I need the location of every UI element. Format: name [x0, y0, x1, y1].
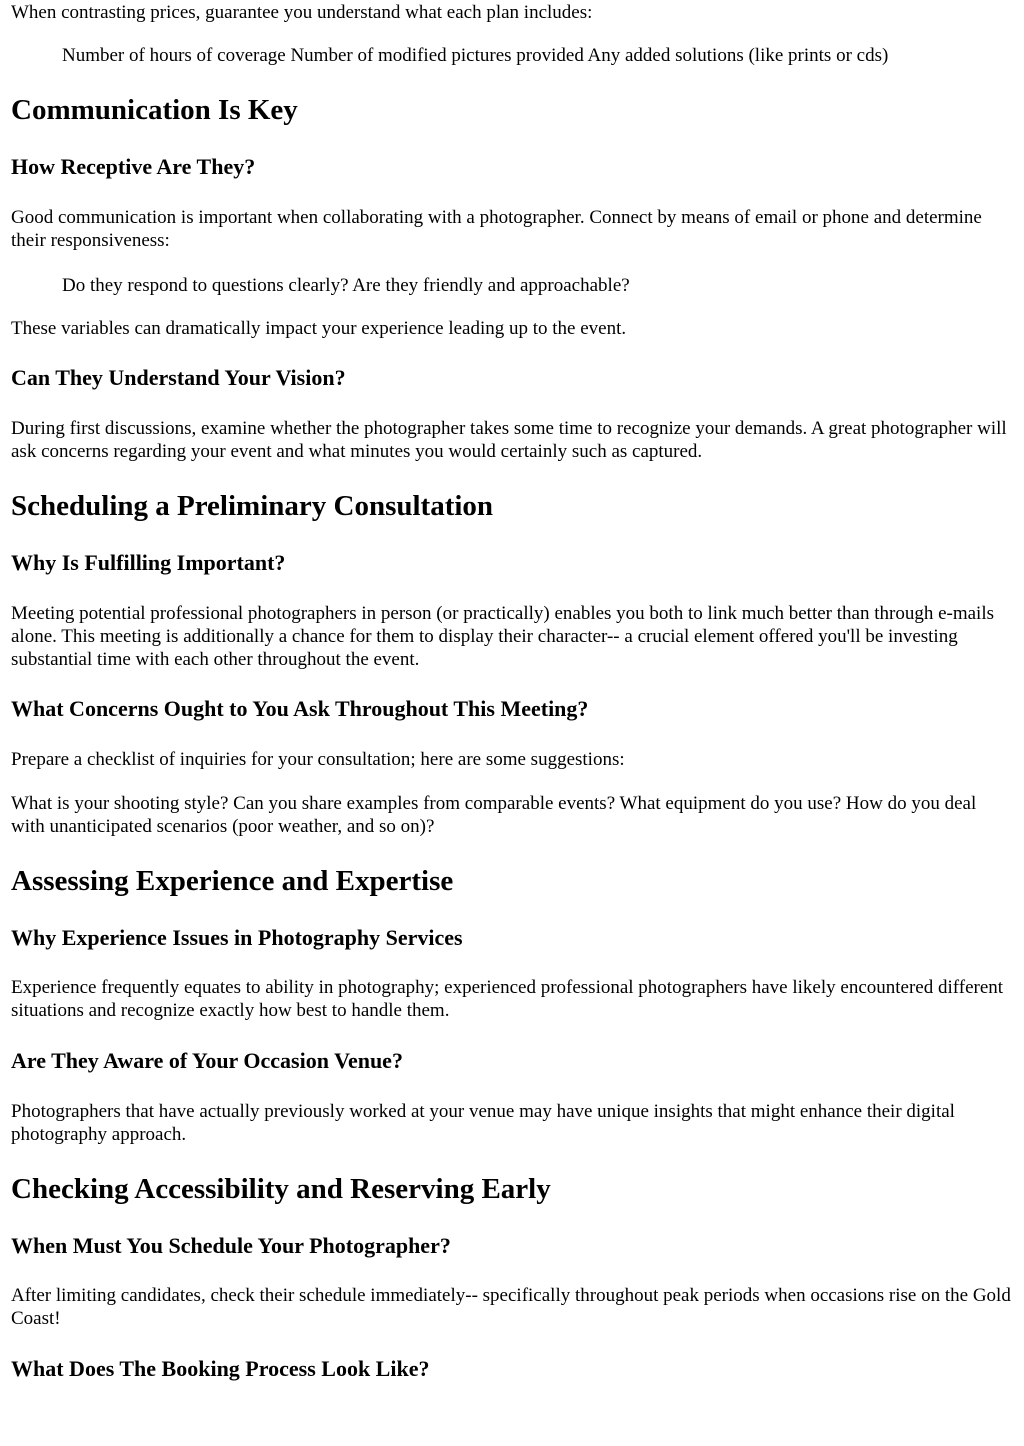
section-heading-experience: Assessing Experience and Expertise	[11, 865, 454, 897]
paragraph-receptive-2: These variables can dramatically impact your experience leading up to the event.	[11, 318, 627, 339]
section-heading-booking: Checking Accessibility and Reserving Early	[11, 1173, 551, 1205]
subheading-fulfilling: Why Is Fulfilling Important?	[11, 550, 286, 575]
paragraph-venue: Photographers that have actually previously worked at your venue may have unique insights that might enhance their digital photography approach.	[11, 1101, 955, 1145]
subheading-questions: What Concerns Ought to You Ask Throughout This Meeting?	[11, 696, 589, 721]
section-heading-communication: Communication Is Key	[11, 94, 298, 126]
subheading-vision: Can They Understand Your Vision?	[11, 365, 346, 390]
paragraph-experience: Experience frequently equates to ability in photography; experienced professional photographers have likely encountered different situations and recognize exactly how best to handle them.	[11, 977, 1004, 1021]
subheading-booking-process: What Does The Booking Process Look Like?	[11, 1356, 430, 1381]
paragraph-questions-1: Prepare a checklist of inquiries for your consultation; here are some suggestions:	[11, 749, 625, 770]
section-heading-consultation: Scheduling a Preliminary Consultation	[11, 490, 494, 522]
paragraph-vision: During first discussions, examine whether the photographer takes some time to recognize your demands. A great photographer will ask concerns regarding your event and what minutes you would certainly such as captured.	[11, 418, 1007, 462]
paragraph-receptive-1: Good communication is important when collaborating with a photographer. Connect by means of email or phone and determine their responsiveness:	[11, 207, 982, 251]
intro-paragraph: When contrasting prices, guarantee you understand what each plan includes:	[11, 2, 593, 23]
paragraph-schedule: After limiting candidates, check their schedule immediately-- specifically throughout peak periods when occasions rise on the Gold Coast!	[11, 1285, 1011, 1329]
subheading-schedule: When Must You Schedule Your Photographer?	[11, 1233, 451, 1258]
subheading-venue: Are They Aware of Your Occasion Venue?	[11, 1048, 403, 1073]
subheading-receptive: How Receptive Are They?	[11, 154, 256, 179]
paragraph-fulfilling: Meeting potential professional photographers in person (or practically) enables you both to link much better than through e-mails alone. This meeting is additionally a chance for them to display their character-- a crucial element offered you'll be investing substantial time with each other throughout the event.	[11, 603, 994, 670]
paragraph-questions-2: What is your shooting style? Can you share examples from comparable events? What equipment do you use? How do you deal with unanticipated scenarios (poor weather, and so on)?	[11, 793, 977, 837]
intro-blockquote: Number of hours of coverage Number of modified pictures provided Any added solutions (like prints or cds)	[62, 45, 889, 66]
subheading-experience-issues: Why Experience Issues in Photography Services	[11, 925, 463, 950]
blockquote-receptive: Do they respond to questions clearly? Are they friendly and approachable?	[62, 275, 630, 296]
